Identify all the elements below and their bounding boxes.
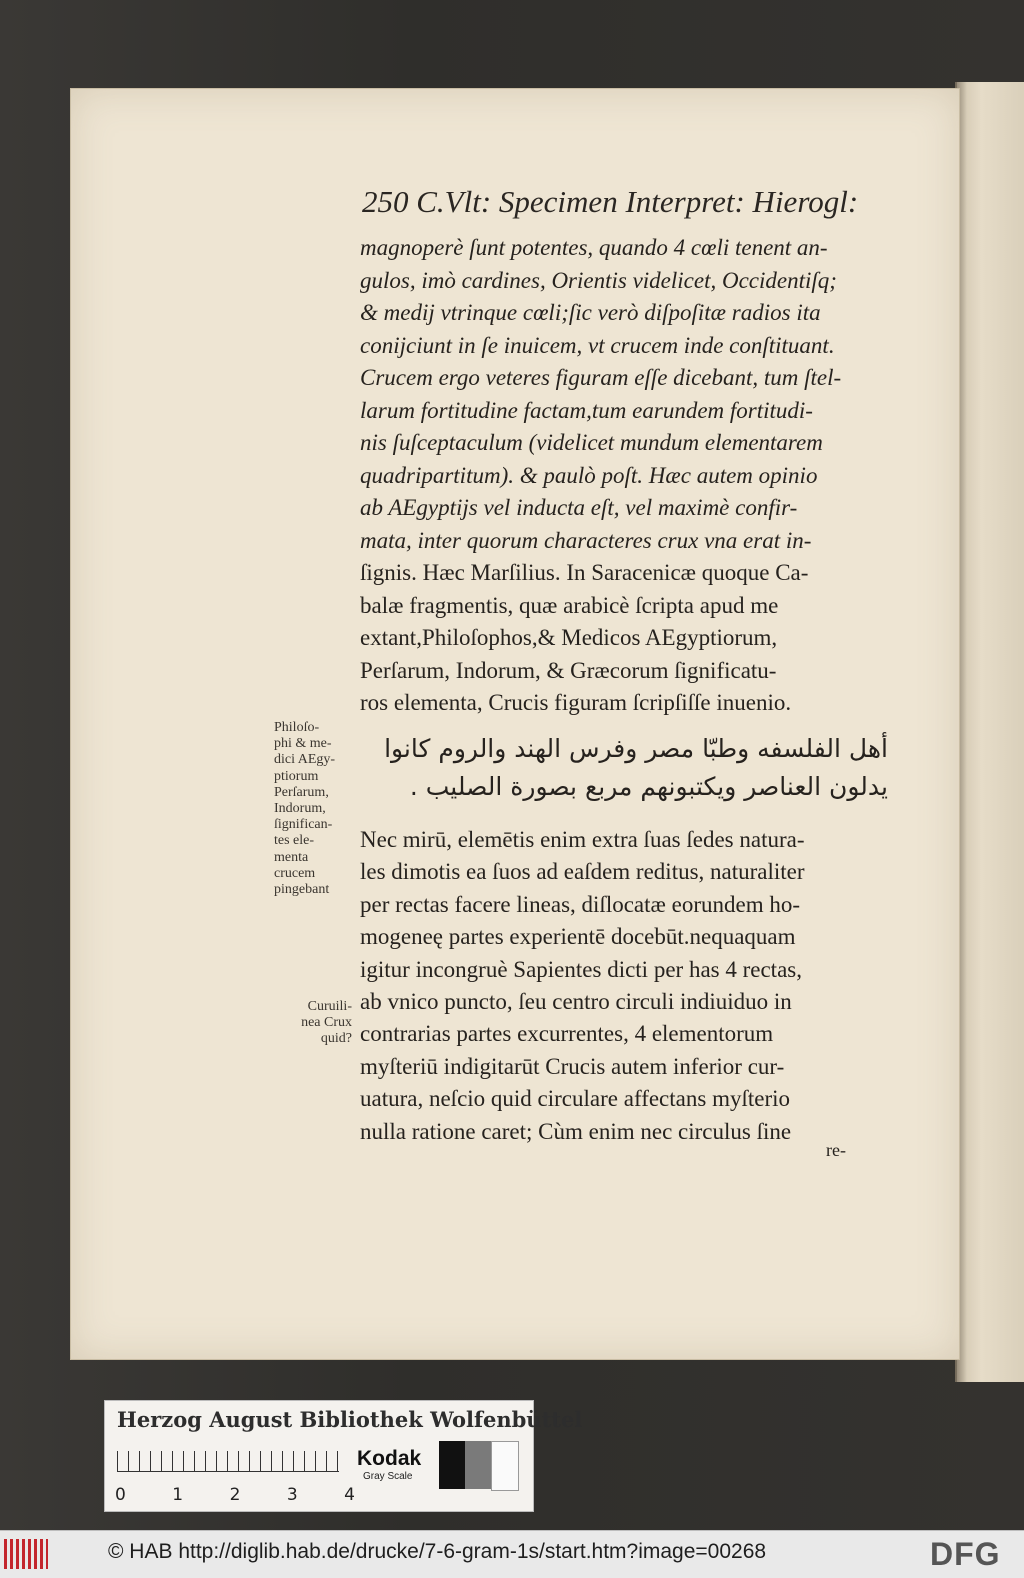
marginal-note-philosophers [274,720,356,898]
text-line: Perſarum, Indorum, & Græcorum ſignificatu- [360,657,777,683]
text-line: ab AEgyptijs vel inducta eſt, vel maximè confir- [360,495,798,520]
ruler-numbers [115,1485,355,1505]
dfg-logo: DFG [930,1536,1001,1572]
ruler-number: 1 [172,1485,184,1505]
kodak-logo: Kodak [357,1447,422,1470]
text-line: phi & me- [274,736,332,752]
text-line: per rectas facere lineas, diſlocatæ eorundem ho- [360,891,800,917]
text-line: nis ſuſceptaculum (videlicet mundum elementarem [360,430,823,455]
text-line: mata, inter quorum characteres crux vna erat in- [360,527,812,553]
text-line: menta [274,849,309,865]
text-line: extant,Philoſophos,& Medicos AEgyptiorum, [360,625,778,650]
text-line: ab vnico puncto, ſeu centro circuli indiuiduo in [360,989,792,1015]
text-line: يدلون العناصر ويكتبونهم مربع بصورة الصليب . [409,772,888,801]
text-line: ſignis. Hæc Marſilius. In Saracenicæ quoque Ca- [360,560,809,585]
footer-bar [0,1530,1024,1578]
text-line: conijciunt in ſe inuicem, vt crucem inde conſtituant. [360,332,835,358]
text-line: balæ fragmentis, quæ arabicè ſcripta apud me [360,592,779,618]
text-line: magnoperè ſunt potentes, quando 4 cœli tenent an- [360,235,828,260]
white-swatch [491,1441,519,1491]
text-line: uatura, neſcio quid circulare affectans myſterio [360,1086,790,1112]
ruler-number: 0 [115,1485,126,1505]
text-line: Curuili- [307,999,352,1014]
text-line: nea Crux [301,1015,352,1031]
marginal-note-curvilinear-cross [274,999,352,1048]
ruler-number: 2 [229,1485,241,1505]
text-line: ros elementa, Crucis figuram ſcripſiſſe inuenio. [360,690,792,715]
text-line: tes ele- [274,833,315,849]
text-line: Indorum, [274,801,326,817]
text-line: أهل الفلسفه وطبّا مصر وفرس الهند والروم كانوا [384,734,888,763]
catchword: re- [826,1140,846,1160]
text-line: crucem [274,865,316,881]
hab-logo-icon [4,1539,48,1569]
black-swatch [439,1441,465,1489]
text-line: Nec mirū, elemētis enim extra ſuas ſedes natura- [360,827,805,852]
text-line: ptiorum [274,768,319,784]
paragraph-2 [360,824,888,1148]
text-line: & medij vtrinque cœli;ſic verò diſpoſitæ radios ita [360,300,821,325]
library-name: Herzog August Bibliothek Wolfenbüttel [117,1407,583,1432]
color-calibration-bar [104,1400,583,1512]
gray-swatch [465,1441,491,1489]
text-line: myſteriū indigitarūt Crucis autem inferior cur- [360,1053,785,1079]
text-line: Philoſo- [274,720,320,735]
arabic-quotation [360,730,888,806]
ruler-number: 3 [286,1485,298,1505]
footer-credit-link[interactable]: © HAB http://diglib.hab.de/drucke/7-6-gram-1s/start.htm?image=00268 [108,1540,767,1563]
text-line: larum fortitudine factam,tum earundem fortitudi- [360,397,813,423]
text-line: les dimotis ea ſuos ad eaſdem reditus, naturaliter [360,859,805,885]
ruler-number: 4 [344,1485,355,1505]
text-line: quid? [320,1031,352,1047]
text-line: contrarias partes excurrentes, 4 elementorum [360,1021,774,1047]
text-line: pingebant [274,882,330,898]
paragraph-1 [360,232,888,720]
text-line: quadripartitum). & paulò poſt. Hæc autem opinio [360,462,818,488]
text-line: dici AEgy- [274,752,336,768]
gray-scale-label: Gray Scale [363,1471,413,1482]
text-line: nulla ratione caret; Cùm enim nec circulus ſine [360,1118,792,1144]
text-line: igitur incongruè Sapientes dicti per has 4 rectas, [360,956,802,982]
scale-ruler [117,1451,339,1472]
text-line: ſignifican- [274,817,333,833]
text-line: mogeneę partes experientē docebūt.nequaquam [360,924,796,950]
running-head: 250 C.Vlt: Specimen Interpret: Hierogl: [362,184,859,219]
text-line: gulos, imò cardines, Orientis videlicet, Occidentiſq; [360,267,837,293]
text-line: Crucem ergo veteres figuram eſſe dicebant, tum ſtel- [360,365,842,390]
text-line: Perſarum, [274,784,329,800]
